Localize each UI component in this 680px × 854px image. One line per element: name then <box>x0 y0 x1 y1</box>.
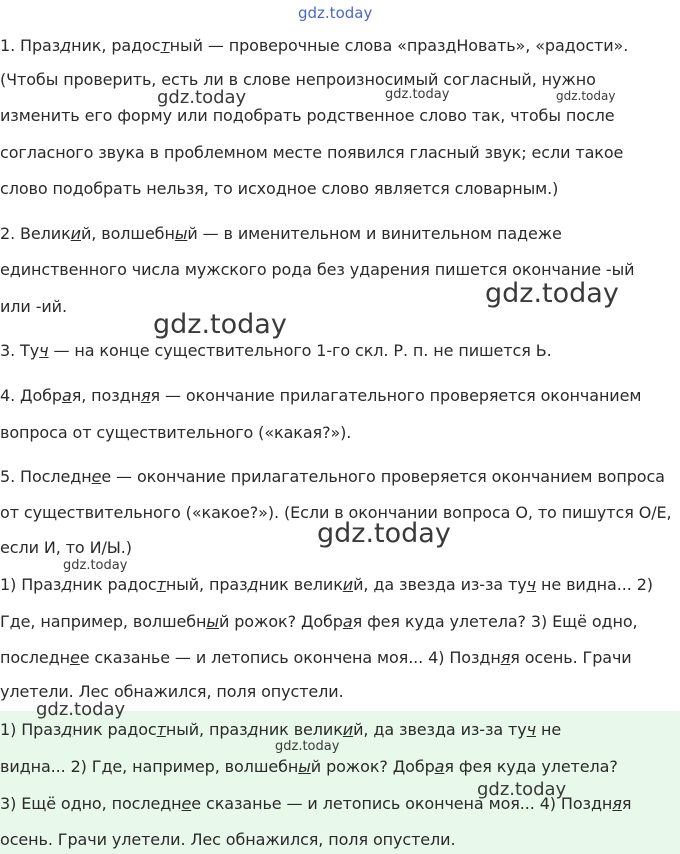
watermark: gdz.today <box>63 558 128 573</box>
watermark: gdz.today <box>317 518 451 549</box>
text-segment: слово подобрать нельзя, то исходное слово является словарным.) <box>0 179 559 198</box>
text-line <box>0 386 641 405</box>
watermark: gdz.today <box>275 739 340 754</box>
text-segment: ный, праз <box>165 575 248 594</box>
text-segment: ник велик <box>258 720 343 739</box>
text-line <box>0 503 672 522</box>
text-segment: осень. Грачи улетели. Лес обнажился, поля опустели. <box>0 830 456 849</box>
text-line <box>0 179 558 198</box>
watermark: gdz.today <box>298 4 373 22</box>
highlighted-letter: д <box>61 720 73 739</box>
text-line <box>0 538 132 557</box>
text-segment: я фея куда улетела? 3) Ещё одно, <box>352 612 638 631</box>
highlighted-letter: ч <box>526 575 537 594</box>
highlighted-letter: а <box>342 612 353 631</box>
text-segment: е сказанье — и летопись окончена моя... 4) Поздн <box>79 648 501 667</box>
highlighted-letter: и <box>70 224 81 243</box>
watermark: gdz.today <box>157 87 247 108</box>
text-segment: я фея куда улетела? <box>444 757 618 776</box>
watermark: gdz.today <box>385 87 450 102</box>
text-line <box>0 143 623 162</box>
text-line <box>0 423 351 442</box>
highlighted-letter: и <box>342 720 354 739</box>
text-segment: 3. Ту <box>0 341 40 360</box>
text-line <box>0 830 455 849</box>
highlighted-letter: и <box>342 575 354 594</box>
text-segment: если И, то И/Ы.) <box>0 538 132 557</box>
text-line <box>0 297 67 316</box>
watermark: gdz.today <box>477 779 567 800</box>
highlighted-letter: е <box>181 794 192 813</box>
text-segment: не <box>536 720 562 739</box>
text-line <box>0 260 634 279</box>
watermark: gdz.today <box>556 89 616 103</box>
highlighted-letter: т <box>156 575 166 594</box>
text-segment: не видна... 2) <box>536 575 653 594</box>
watermark: gdz.today <box>485 278 619 309</box>
text-segment: ный, праз <box>165 720 248 739</box>
text-line <box>0 467 665 486</box>
text-segment: я осень. Грачи <box>510 648 632 667</box>
text-segment: й, волшебн <box>80 224 175 243</box>
text-segment: я — окончание прилагательного проверяется окончанием <box>150 386 642 405</box>
highlighted-letter: я <box>612 794 622 813</box>
text-segment: е сказанье — и летопись окончена моя... 4) Поздн <box>191 794 613 813</box>
highlighted-letter: е <box>69 648 80 667</box>
watermark: gdz.today <box>36 699 126 720</box>
highlighted-letter: а <box>61 386 72 405</box>
text-segment: ник велик <box>258 575 343 594</box>
highlighted-letter: ч <box>39 341 49 360</box>
highlighted-letter: я <box>140 386 151 405</box>
highlighted-letter: я <box>500 648 511 667</box>
highlighted-letter: ы <box>298 757 311 776</box>
text-segment: й — в именительном и винительном падеже <box>187 224 562 243</box>
text-line <box>0 106 614 125</box>
text-line <box>0 36 628 55</box>
text-segment: й рожок? Добр <box>310 757 435 776</box>
text-segment: 4. Добр <box>0 386 62 405</box>
text-segment: ный — проверочные слова «праздНовать», «радости». <box>169 36 629 55</box>
text-line <box>0 612 638 631</box>
text-line <box>0 70 596 89</box>
text-segment: вопроса от существительного («какая?»). <box>0 423 352 442</box>
text-segment: й рожок? Добр <box>218 612 343 631</box>
text-segment: е — окончание прилагательного проверяется окончанием вопроса <box>101 467 665 486</box>
highlighted-letter: ы <box>174 224 188 243</box>
text-segment: от существительного («какое?»). (Если в окончании вопроса О, то пишутся О/Е, <box>0 503 672 522</box>
highlighted-letter: а <box>434 757 445 776</box>
text-segment: 5. Последн <box>0 467 92 486</box>
highlighted-letter: т <box>156 720 166 739</box>
text-line <box>0 224 562 243</box>
text-line <box>0 341 552 360</box>
text-segment: я <box>621 794 632 813</box>
highlighted-letter: е <box>91 467 102 486</box>
text-segment: Где, например, волшебн <box>0 612 207 631</box>
text-segment: улетели. Лес обнажился, поля опустели. <box>0 682 344 701</box>
watermark: gdz.today <box>153 309 287 340</box>
text-segment: 3) Ещё одно, последн <box>0 794 182 813</box>
text-segment: 1. Праз <box>0 36 61 55</box>
text-segment: 2. Велик <box>0 224 71 243</box>
text-segment: последн <box>0 648 70 667</box>
text-segment: — на конце существительного 1-го скл. Р. п. не пишется Ь. <box>48 341 552 360</box>
highlighted-letter: т <box>160 36 170 55</box>
highlighted-letter: д <box>60 36 72 55</box>
text-segment: ник, радос <box>71 36 161 55</box>
text-line <box>0 757 618 776</box>
text-segment: или -ий. <box>0 297 67 316</box>
highlighted-letter: ы <box>206 612 219 631</box>
text-segment: 1) Праз <box>0 720 62 739</box>
highlighted-letter: д <box>61 575 73 594</box>
text-line <box>0 648 632 667</box>
text-line <box>0 575 653 594</box>
text-line <box>0 794 631 813</box>
text-segment: ник радос <box>72 575 157 594</box>
text-segment: (Чтобы проверить, есть ли в слове непроизносимый согласный, нужно <box>0 70 596 89</box>
highlighted-letter: ч <box>526 720 537 739</box>
text-segment: я, поздн <box>71 386 141 405</box>
text-segment: й, да звезда из-за ту <box>353 720 527 739</box>
text-segment: единственного числа мужского рода без ударения пишется окончание -ый <box>0 260 635 279</box>
text-segment: согласного звука в проблемном месте появился гласный звук; если такое <box>0 143 624 162</box>
text-segment: й, да звезда из-за ту <box>353 575 527 594</box>
text-line <box>0 682 344 701</box>
text-segment: видна... 2) Где, например, волшебн <box>0 757 299 776</box>
text-line <box>0 720 561 739</box>
text-segment: изменить его форму или подобрать родственное слово так, чтобы после <box>0 106 615 125</box>
text-segment: 1) Праз <box>0 575 62 594</box>
text-segment: ник радос <box>72 720 157 739</box>
highlighted-letter: д <box>247 575 259 594</box>
highlighted-letter: д <box>247 720 259 739</box>
